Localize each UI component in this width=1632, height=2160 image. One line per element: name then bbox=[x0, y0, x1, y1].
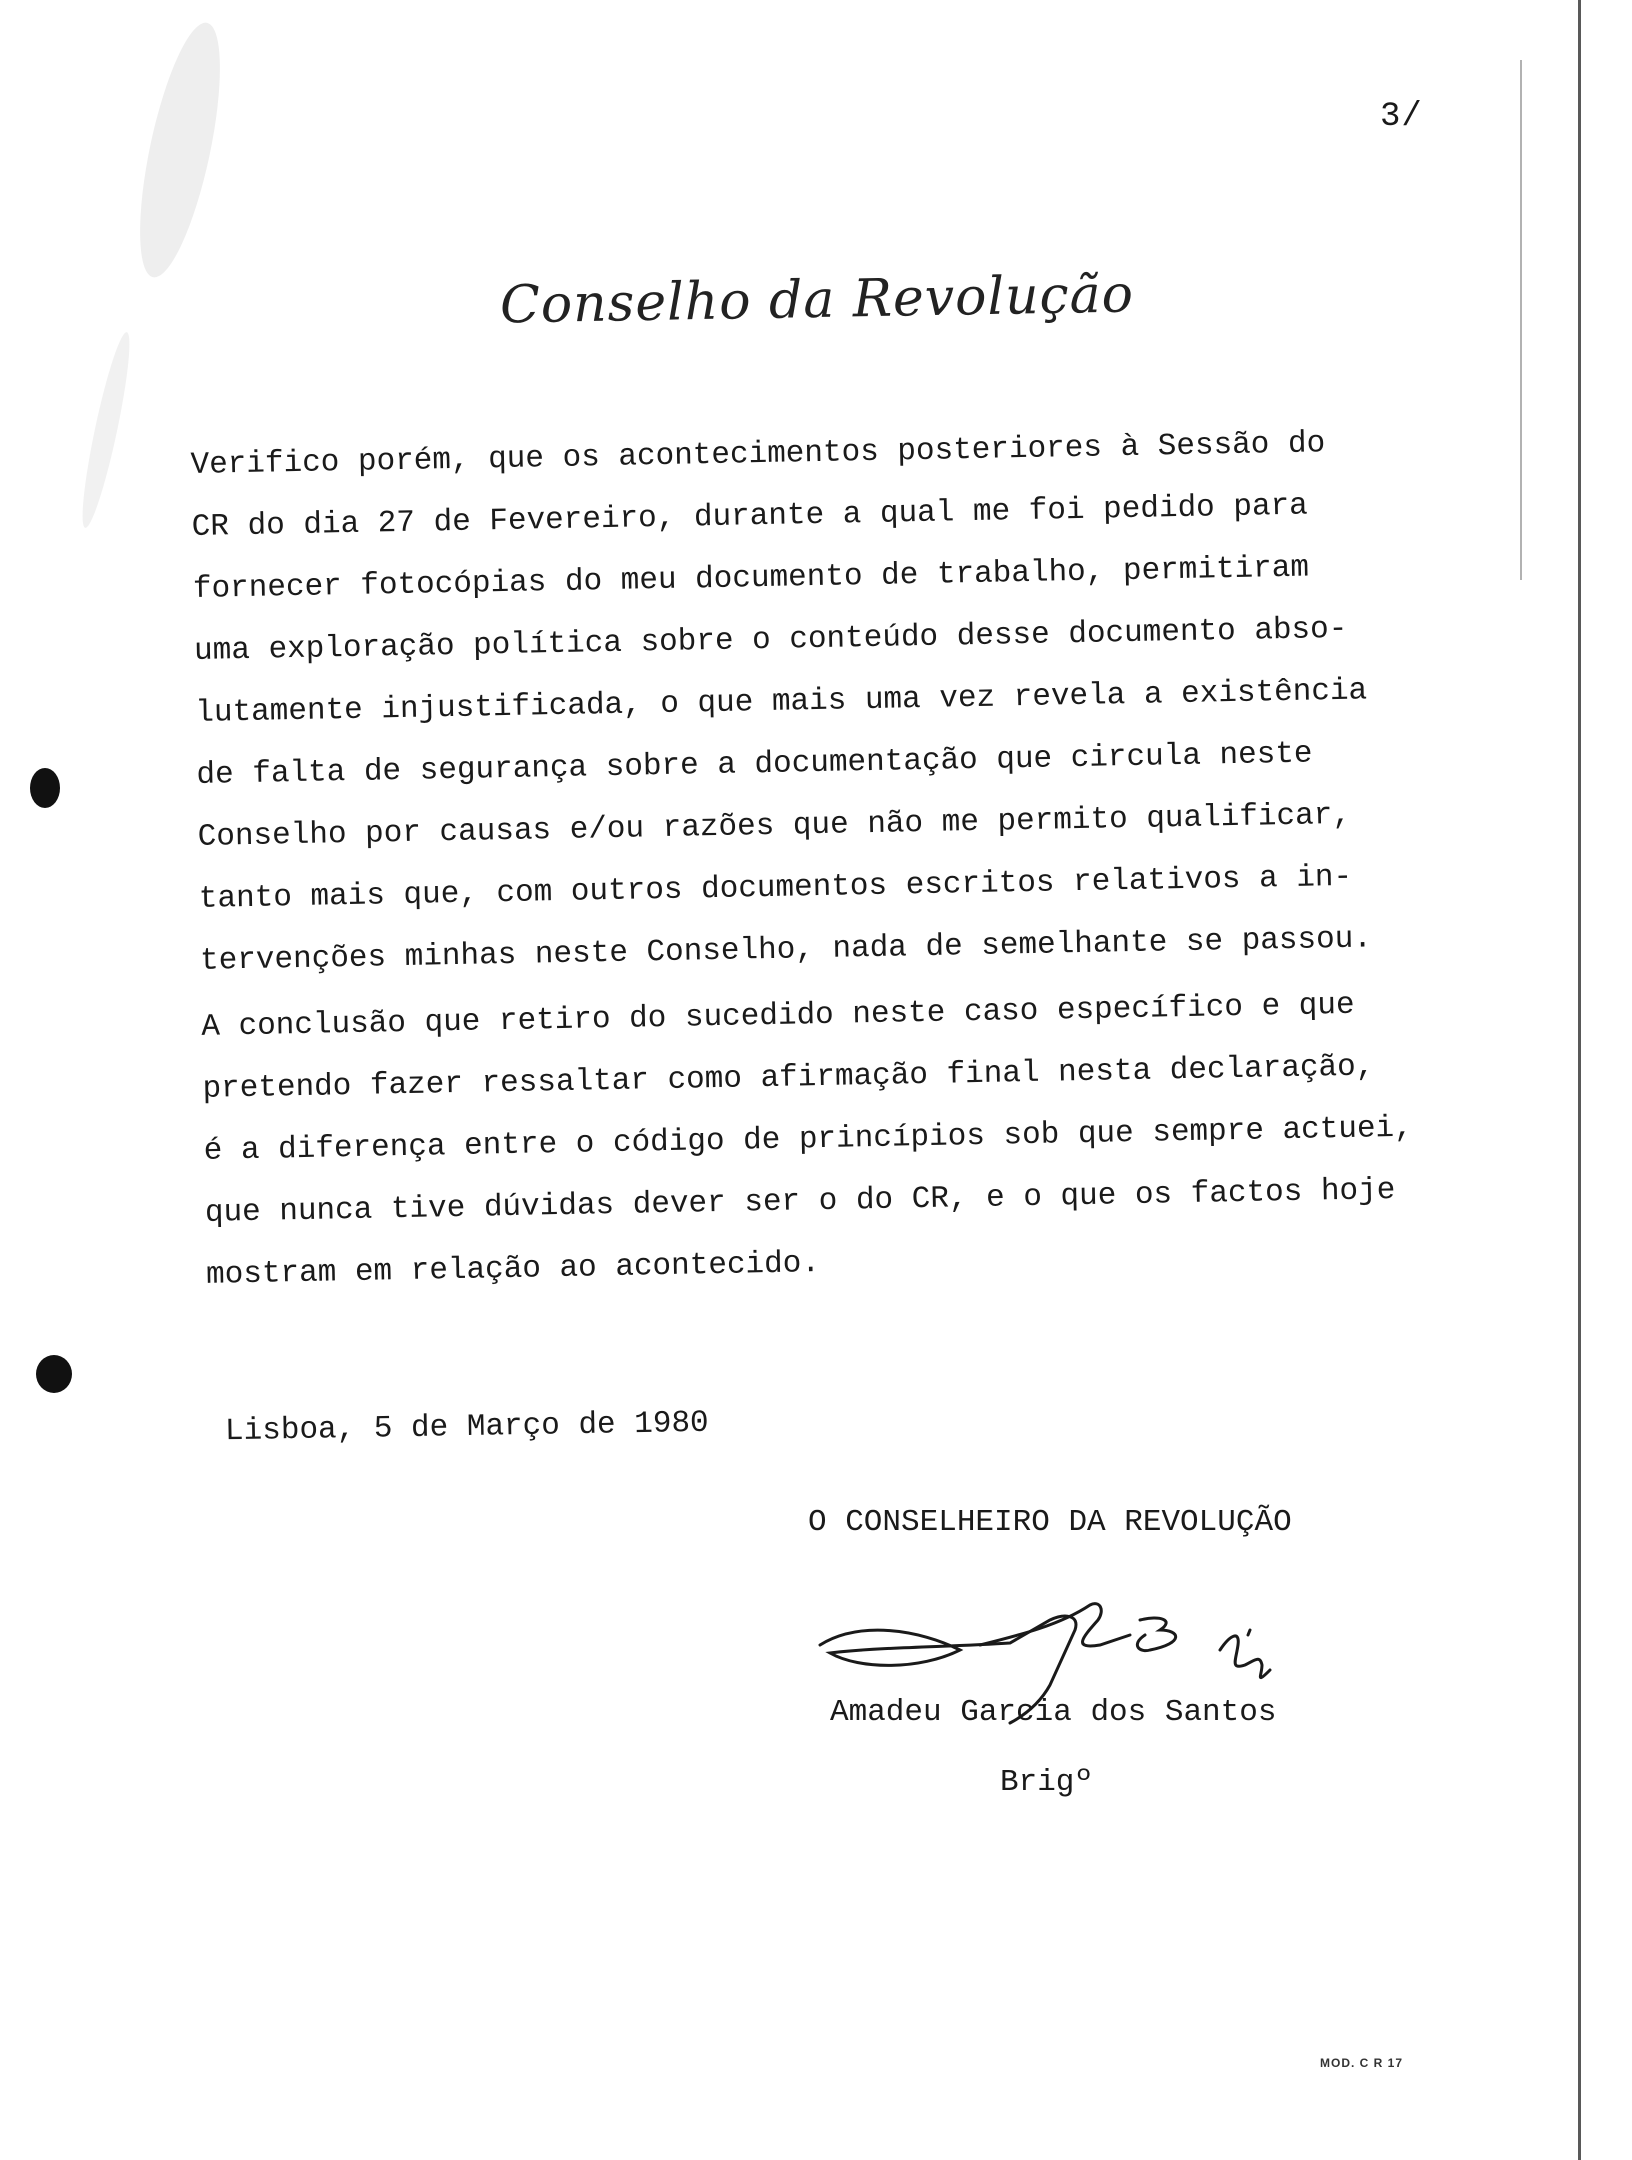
signatory-title: O CONSELHEIRO DA REVOLUÇÃO bbox=[808, 1505, 1292, 1540]
signatory-rank: Brigº bbox=[1000, 1765, 1094, 1800]
body-line: que nunca tive dúvidas dever ser o do CR, e o que os factos hoje bbox=[204, 1173, 1396, 1231]
body-line: CR do dia 27 de Fevereiro, durante a qual me foi pedido para bbox=[191, 488, 1309, 545]
letterhead: Conselho da Revolução bbox=[499, 264, 1135, 336]
body-line: pretendo fazer ressaltar como afirmação final nesta declaração, bbox=[202, 1049, 1375, 1107]
form-code: MOD. C R 17 bbox=[1320, 2056, 1404, 2070]
body-line: uma exploração política sobre o conteúdo desse documento abso- bbox=[193, 611, 1348, 669]
punch-hole-mark bbox=[36, 1355, 72, 1393]
body-line: fornecer fotocópias do meu documento de trabalho, permitiram bbox=[192, 550, 1310, 607]
signatory-name: Amadeu Garcia dos Santos bbox=[830, 1695, 1277, 1730]
scan-speckle bbox=[74, 330, 137, 530]
body-line: é a diferença entre o código de princípios sob que sempre actuei, bbox=[203, 1110, 1414, 1169]
body-line: lutamente injustificada, o que mais uma vez revela a existência bbox=[195, 673, 1368, 731]
body-line: mostram em relação ao acontecido. bbox=[205, 1246, 821, 1293]
scan-edge-line bbox=[1578, 0, 1581, 2160]
body-line: Verifico porém, que os acontecimentos posteriores à Sessão do bbox=[190, 426, 1326, 483]
body-line: tervenções minhas neste Conselho, nada de semelhante se passou. bbox=[199, 921, 1373, 979]
body-line: de falta de segurança sobre a documentação que circula neste bbox=[196, 736, 1313, 793]
punch-hole-mark bbox=[30, 768, 60, 808]
body-line: tanto mais que, com outros documentos escritos relativos a in- bbox=[198, 859, 1353, 917]
body-line: Conselho por causas e/ou razões que não me permito qualificar, bbox=[197, 797, 1352, 855]
scan-edge-line bbox=[1520, 60, 1522, 580]
body-line: A conclusão que retiro do sucedido neste caso específico e que bbox=[201, 987, 1355, 1045]
scan-speckle bbox=[124, 17, 237, 284]
page-number: 3/ bbox=[1380, 98, 1423, 136]
place-date: Lisboa, 5 de Março de 1980 bbox=[224, 1405, 709, 1450]
body-text bbox=[190, 411, 1437, 1306]
